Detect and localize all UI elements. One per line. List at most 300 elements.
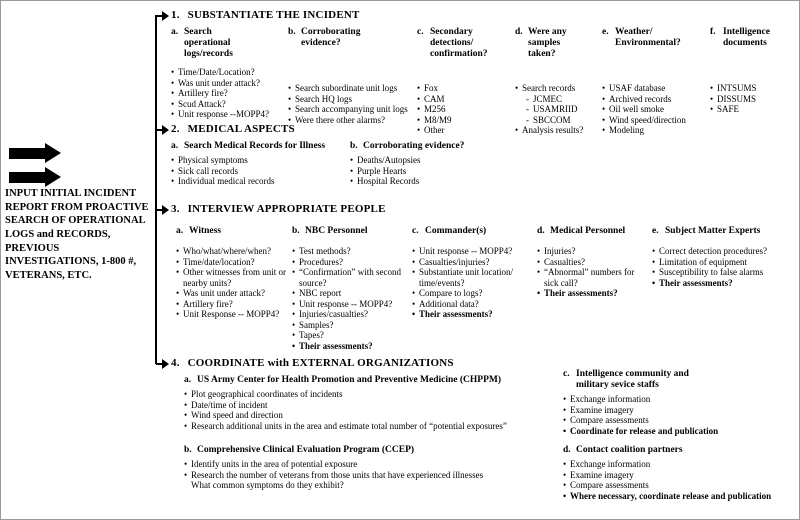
- bullet-list: [412, 246, 534, 320]
- item-text: Oil well smoke: [609, 104, 664, 115]
- item-text: Their assessments?: [544, 288, 618, 299]
- list-item: [176, 246, 288, 257]
- bullet-icon: -: [526, 114, 529, 125]
- group-letter: b.: [184, 445, 192, 455]
- group-heading: [176, 226, 288, 237]
- list-item: [412, 299, 534, 310]
- list-item: [526, 104, 607, 115]
- section-title: MEDICAL ASPECTS: [187, 123, 295, 135]
- bullet-list: [537, 246, 647, 299]
- list-item: [288, 104, 418, 115]
- bullet-icon: •: [171, 176, 175, 187]
- group-letter: a.: [171, 27, 179, 37]
- section-number: 3.: [171, 203, 180, 215]
- list-item: [288, 115, 418, 126]
- bullet-list: [563, 394, 791, 436]
- bullet-icon: •: [563, 425, 567, 436]
- list-item: [350, 166, 505, 177]
- group-letter: d.: [515, 27, 523, 37]
- bullet-icon: •: [602, 114, 606, 125]
- group-title: Search Medical Records for Illness: [184, 141, 326, 151]
- group-heading: [652, 226, 792, 237]
- bullet-icon: •: [292, 330, 296, 341]
- bullet-icon: •: [171, 77, 175, 88]
- bullet-icon: •: [412, 256, 416, 267]
- item-text: DISSUMS: [717, 93, 757, 104]
- list-item: [412, 288, 534, 299]
- list-item: [526, 94, 607, 105]
- bullet-icon: •: [184, 389, 188, 400]
- bullet-icon: -: [526, 93, 529, 104]
- group-witness: [176, 226, 288, 320]
- bullet-icon: •: [537, 246, 541, 257]
- item-text: Procedures?: [299, 256, 343, 267]
- list-item: [602, 115, 706, 126]
- item-text: Was unit under attack?: [178, 77, 260, 88]
- list-item: [171, 166, 361, 177]
- section-number: 4.: [171, 357, 180, 369]
- section-title: SUBSTANTIATE THE INCIDENT: [187, 9, 360, 21]
- bullet-icon: •: [652, 246, 656, 257]
- list-item: [191, 480, 569, 491]
- list-item: [171, 67, 277, 78]
- bullet-icon: •: [710, 83, 714, 93]
- list-item: [292, 246, 412, 257]
- bullet-list: [652, 246, 792, 288]
- input-arrow-icon: [9, 172, 45, 183]
- item-text: Was unit under attack?: [183, 288, 265, 299]
- list-item: [602, 94, 706, 105]
- bullet-icon: •: [563, 480, 567, 491]
- item-text: Fox: [424, 83, 439, 93]
- group-secondary-detections: [417, 27, 513, 136]
- list-item: [184, 470, 569, 481]
- list-item: [563, 426, 791, 437]
- bullet-list: [515, 83, 607, 136]
- list-item: [563, 394, 791, 405]
- list-item: [184, 459, 569, 470]
- list-item: [537, 257, 647, 268]
- group-letter: e.: [652, 226, 659, 236]
- list-item: [184, 421, 569, 432]
- list-item: [652, 257, 792, 268]
- bullet-icon: •: [602, 83, 606, 93]
- list-item: [515, 125, 607, 136]
- item-text: Individual medical records: [178, 176, 275, 187]
- item-text: Compare assessments: [570, 480, 649, 491]
- trunk-line: [155, 15, 157, 364]
- group-title: Subject Matter Experts: [665, 226, 761, 236]
- bullet-icon: •: [412, 267, 416, 278]
- section-title: INTERVIEW APPROPRIATE PEOPLE: [187, 203, 386, 215]
- bullet-icon: •: [652, 267, 656, 278]
- bullet-icon: •: [171, 98, 175, 109]
- item-text: Their assessments?: [659, 277, 733, 288]
- list-item: [652, 246, 792, 257]
- group-letter: c.: [417, 27, 424, 37]
- list-item: [176, 288, 288, 299]
- bullet-icon: •: [537, 256, 541, 267]
- group-title: US Army Center for Health Promotion and Preventive Medicine (CHPPM): [197, 375, 502, 385]
- list-item: [563, 405, 791, 416]
- item-text: “Abnormal” numbers for sick call?: [544, 267, 635, 288]
- item-text: Were there other alarms?: [295, 114, 385, 125]
- bullet-icon: •: [184, 410, 188, 421]
- list-item: [602, 104, 706, 115]
- group-intelligence-community: [563, 369, 791, 436]
- item-text: SAFE: [717, 104, 740, 115]
- list-item: [412, 257, 534, 268]
- list-item: [563, 491, 791, 502]
- group-commanders: [412, 226, 534, 320]
- item-text: Other: [424, 125, 445, 136]
- item-text: Susceptibility to false alarms: [659, 267, 764, 278]
- bullet-list: [171, 67, 277, 120]
- bullet-list: [288, 83, 418, 125]
- group-heading: [515, 27, 607, 83]
- bullet-icon: •: [412, 298, 416, 309]
- bullet-icon: •: [288, 114, 292, 125]
- bullet-icon: •: [292, 309, 296, 320]
- group-heading: [563, 369, 791, 391]
- item-text: Their assessments?: [299, 340, 373, 351]
- item-text: Exchange information: [570, 394, 651, 405]
- list-item: [350, 155, 505, 166]
- bullet-list: [350, 155, 505, 187]
- item-text: Injuries/casualties?: [299, 309, 368, 320]
- list-item: [292, 288, 412, 299]
- item-text: JCMEC: [533, 93, 563, 104]
- item-text: “Confirmation” with second source?: [299, 267, 401, 288]
- list-item: [350, 176, 505, 187]
- list-item: [417, 125, 513, 136]
- item-text: Analysis results?: [522, 125, 584, 136]
- group-title: Secondary detections/ confirmation?: [430, 27, 488, 60]
- bullet-icon: •: [292, 298, 296, 309]
- section-title: COORDINATE with EXTERNAL ORGANIZATIONS: [187, 357, 454, 369]
- item-text: Their assessments?: [419, 309, 493, 320]
- item-text: Search subordinate unit logs: [295, 83, 398, 93]
- list-item: [171, 176, 361, 187]
- branch-arrowhead-icon: [162, 11, 169, 21]
- bullet-icon: •: [350, 155, 354, 166]
- item-text: Time/Date/Location?: [178, 67, 255, 77]
- group-title: Commander(s): [425, 226, 487, 236]
- item-text: Other witnesses from unit or nearby units?: [183, 267, 286, 288]
- list-item: [176, 299, 288, 310]
- item-text: Coordinate for release and publication: [570, 425, 719, 436]
- item-text: INTSUMS: [717, 83, 757, 93]
- group-letter: f.: [710, 27, 716, 37]
- item-text: Time/date/location?: [183, 256, 255, 267]
- list-item: [171, 109, 277, 120]
- bullet-list: [602, 83, 706, 136]
- list-item: [602, 83, 706, 94]
- item-text: Deaths/Autopsies: [357, 155, 421, 166]
- input-arrow-icon: [9, 148, 45, 159]
- bullet-icon: •: [176, 309, 180, 320]
- item-text: What common symptoms do they exhibit?: [191, 480, 344, 491]
- item-text: NBC report: [299, 288, 342, 299]
- branch-arrowhead-icon: [162, 205, 169, 215]
- list-item: [176, 267, 288, 288]
- bullet-icon: •: [184, 459, 188, 470]
- group-letter: a.: [171, 141, 179, 151]
- bullet-icon: •: [417, 83, 421, 93]
- list-item: [292, 320, 412, 331]
- list-item: [417, 94, 513, 105]
- item-text: Scud Attack?: [178, 98, 226, 109]
- section-number: 1.: [171, 9, 180, 21]
- item-text: Search HQ logs: [295, 93, 352, 104]
- item-text: Tapes?: [299, 330, 324, 341]
- bullet-icon: •: [602, 93, 606, 104]
- bullet-icon: •: [288, 93, 292, 104]
- group-heading: [602, 27, 706, 83]
- group-title: Weather/ Environmental?: [615, 27, 681, 49]
- item-text: Purple Hearts: [357, 165, 407, 176]
- list-item: [417, 104, 513, 115]
- bullet-icon: •: [176, 256, 180, 267]
- section-1-heading: [171, 9, 360, 21]
- group-heading: [184, 445, 569, 456]
- list-item: [526, 115, 607, 126]
- item-text: Archived records: [609, 93, 672, 104]
- bullet-list: [176, 246, 288, 320]
- item-text: Injuries?: [544, 246, 576, 257]
- list-item: [563, 415, 791, 426]
- section-number: 2.: [171, 123, 180, 135]
- list-item: [652, 267, 792, 278]
- group-heading: [184, 375, 569, 386]
- list-item: [602, 125, 706, 136]
- list-item: [171, 99, 277, 110]
- branch-arrowhead-icon: [162, 359, 169, 369]
- item-text: M8/M9: [424, 114, 452, 125]
- group-ccep: [184, 445, 569, 491]
- bullet-icon: •: [171, 67, 175, 77]
- item-text: Exchange information: [570, 459, 651, 470]
- item-text: Date/time of incident: [191, 399, 268, 410]
- group-letter: b.: [292, 226, 300, 236]
- item-text: Physical symptoms: [178, 155, 248, 166]
- bullet-icon: •: [563, 415, 567, 426]
- group-chppm: [184, 375, 569, 431]
- group-title: Corroborating evidence?: [363, 141, 465, 151]
- list-item: [171, 88, 277, 99]
- group-intelligence-documents: [710, 27, 796, 115]
- item-text: Additional data?: [419, 298, 479, 309]
- section-2-heading: [171, 123, 295, 135]
- list-item: [417, 83, 513, 94]
- item-text: Examine imagery: [570, 404, 634, 415]
- bullet-icon: •: [652, 277, 656, 288]
- bullet-list: [292, 246, 412, 351]
- group-heading: [171, 141, 361, 152]
- bullet-icon: •: [292, 267, 296, 278]
- group-search-operational-logs: [171, 27, 277, 120]
- bullet-list: [184, 459, 569, 491]
- group-heading: [710, 27, 796, 83]
- bullet-icon: •: [563, 490, 567, 501]
- item-text: Wind speed/direction: [609, 114, 686, 125]
- group-heading: [537, 226, 647, 237]
- list-item: [652, 278, 792, 289]
- section-3-heading: [171, 203, 386, 215]
- group-nbc-personnel: [292, 226, 412, 351]
- item-text: Casualties?: [544, 256, 585, 267]
- bullet-icon: •: [292, 256, 296, 267]
- item-text: Hospital Records: [357, 176, 420, 187]
- group-subject-matter-experts: [652, 226, 792, 288]
- item-text: Who/what/where/when?: [183, 246, 271, 257]
- list-item: [171, 155, 361, 166]
- item-text: USAF database: [609, 83, 666, 93]
- bullet-icon: •: [184, 399, 188, 410]
- bullet-icon: •: [515, 83, 519, 93]
- group-heading: [171, 27, 277, 67]
- bullet-icon: •: [171, 155, 175, 166]
- group-letter: c.: [412, 226, 419, 236]
- bullet-icon: •: [515, 125, 519, 136]
- input-note: INPUT INITIAL INCIDENT REPORT FROM PROACTIVE SEARCH OF OPERATIONAL LOGS and RECORDS, PREVIOUS INVESTIGATIONS, 1-800 #, VETERANS, ETC.: [5, 188, 149, 281]
- item-text: Plot geographical coordinates of incidents: [191, 389, 343, 400]
- bullet-list: [563, 459, 791, 501]
- item-text: Research the number of veterans from those units that have experienced illnesses: [191, 469, 484, 480]
- bullet-list: [710, 83, 796, 115]
- bullet-icon: •: [710, 93, 714, 104]
- bullet-icon: •: [176, 246, 180, 257]
- list-item: [288, 83, 418, 94]
- list-item: [184, 400, 569, 411]
- list-item: [412, 309, 534, 320]
- list-item: [292, 267, 412, 288]
- item-text: Unit response -- MOPP4?: [299, 298, 393, 309]
- item-text: Sick call records: [178, 165, 238, 176]
- group-heading: [417, 27, 513, 83]
- item-text: Research additional units in the area and estimate total number of “potential exposures”: [191, 420, 507, 431]
- bullet-icon: •: [412, 309, 416, 320]
- item-text: Samples?: [299, 319, 334, 330]
- group-heading: [412, 226, 534, 237]
- group-letter: c.: [563, 369, 570, 379]
- list-item: [710, 94, 796, 105]
- group-letter: d.: [563, 445, 571, 455]
- list-item: [515, 83, 607, 94]
- bullet-icon: •: [292, 246, 296, 257]
- item-text: Substantiate unit location/ time/events?: [419, 267, 513, 288]
- group-heading: [563, 445, 791, 456]
- bullet-icon: •: [184, 420, 188, 431]
- bullet-icon: •: [350, 176, 354, 187]
- item-text: USAMRIID: [533, 104, 578, 115]
- item-text: Examine imagery: [570, 469, 634, 480]
- bullet-icon: •: [652, 256, 656, 267]
- group-letter: e.: [602, 27, 609, 37]
- list-item: [537, 246, 647, 257]
- bullet-icon: •: [417, 93, 421, 104]
- bullet-icon: •: [176, 288, 180, 299]
- item-text: Artillery fire?: [183, 298, 233, 309]
- group-letter: b.: [288, 27, 296, 37]
- list-item: [563, 470, 791, 481]
- list-item: [710, 104, 796, 115]
- group-heading: [288, 27, 418, 83]
- list-item: [184, 389, 569, 400]
- group-weather-environmental: [602, 27, 706, 136]
- bullet-icon: •: [292, 288, 296, 299]
- item-text: Limitation of equipment: [659, 256, 747, 267]
- bullet-icon: •: [710, 104, 714, 115]
- bullet-icon: •: [417, 114, 421, 125]
- list-item: [292, 341, 412, 352]
- list-item: [176, 309, 288, 320]
- item-text: Unit Response -- MOPP4?: [183, 309, 280, 320]
- group-heading: [350, 141, 505, 152]
- list-item: [412, 267, 534, 288]
- group-corroborating-evidence-1: [288, 27, 418, 125]
- bullet-icon: •: [288, 83, 292, 93]
- bullet-icon: •: [350, 165, 354, 176]
- bullet-icon: •: [537, 288, 541, 299]
- list-item: [292, 299, 412, 310]
- item-text: Wind speed and direction: [191, 410, 283, 421]
- item-text: Casualties/injuries?: [419, 256, 490, 267]
- bullet-icon: •: [171, 109, 175, 120]
- group-title: Witness: [189, 226, 222, 236]
- bullet-icon: •: [602, 125, 606, 136]
- bullet-icon: •: [563, 459, 567, 470]
- item-text: M256: [424, 104, 446, 115]
- list-item: [288, 94, 418, 105]
- bullet-icon: -: [526, 104, 529, 115]
- list-item: [412, 246, 534, 257]
- item-text: Unit response -- MOPP4?: [419, 246, 513, 257]
- list-item: [537, 288, 647, 299]
- list-item: [176, 257, 288, 268]
- bullet-icon: •: [563, 404, 567, 415]
- group-letter: d.: [537, 226, 545, 236]
- bullet-icon: •: [176, 298, 180, 309]
- item-text: Where necessary, coordinate release and publication: [570, 490, 772, 501]
- list-item: [184, 410, 569, 421]
- group-medical-personnel: [537, 226, 647, 299]
- list-item: [537, 267, 647, 288]
- group-title: Intelligence community and military sevice staffs: [576, 369, 689, 391]
- item-text: Compare to logs?: [419, 288, 483, 299]
- list-item: [171, 78, 277, 89]
- group-search-medical-records: [171, 141, 361, 187]
- bullet-list: [184, 389, 569, 431]
- group-samples-taken: [515, 27, 607, 136]
- group-title: Comprehensive Clinical Evaluation Program (CCEP): [197, 445, 415, 455]
- group-title: Search operational logs/records: [184, 27, 233, 60]
- bullet-icon: •: [417, 104, 421, 115]
- item-text: Search accompanying unit logs: [295, 104, 408, 115]
- item-text: Unit response --MOPP4?: [178, 109, 269, 120]
- list-item: [292, 309, 412, 320]
- item-text: Compare assessments: [570, 415, 649, 426]
- bullet-icon: •: [537, 267, 541, 278]
- list-item: [417, 115, 513, 126]
- bullet-icon: •: [602, 104, 606, 115]
- group-title: Corroborating evidence?: [301, 27, 361, 49]
- list-item: [292, 257, 412, 268]
- bullet-icon: •: [288, 104, 292, 115]
- bullet-list: [171, 155, 361, 187]
- group-letter: a.: [176, 226, 184, 236]
- group-title: NBC Personnel: [305, 226, 368, 236]
